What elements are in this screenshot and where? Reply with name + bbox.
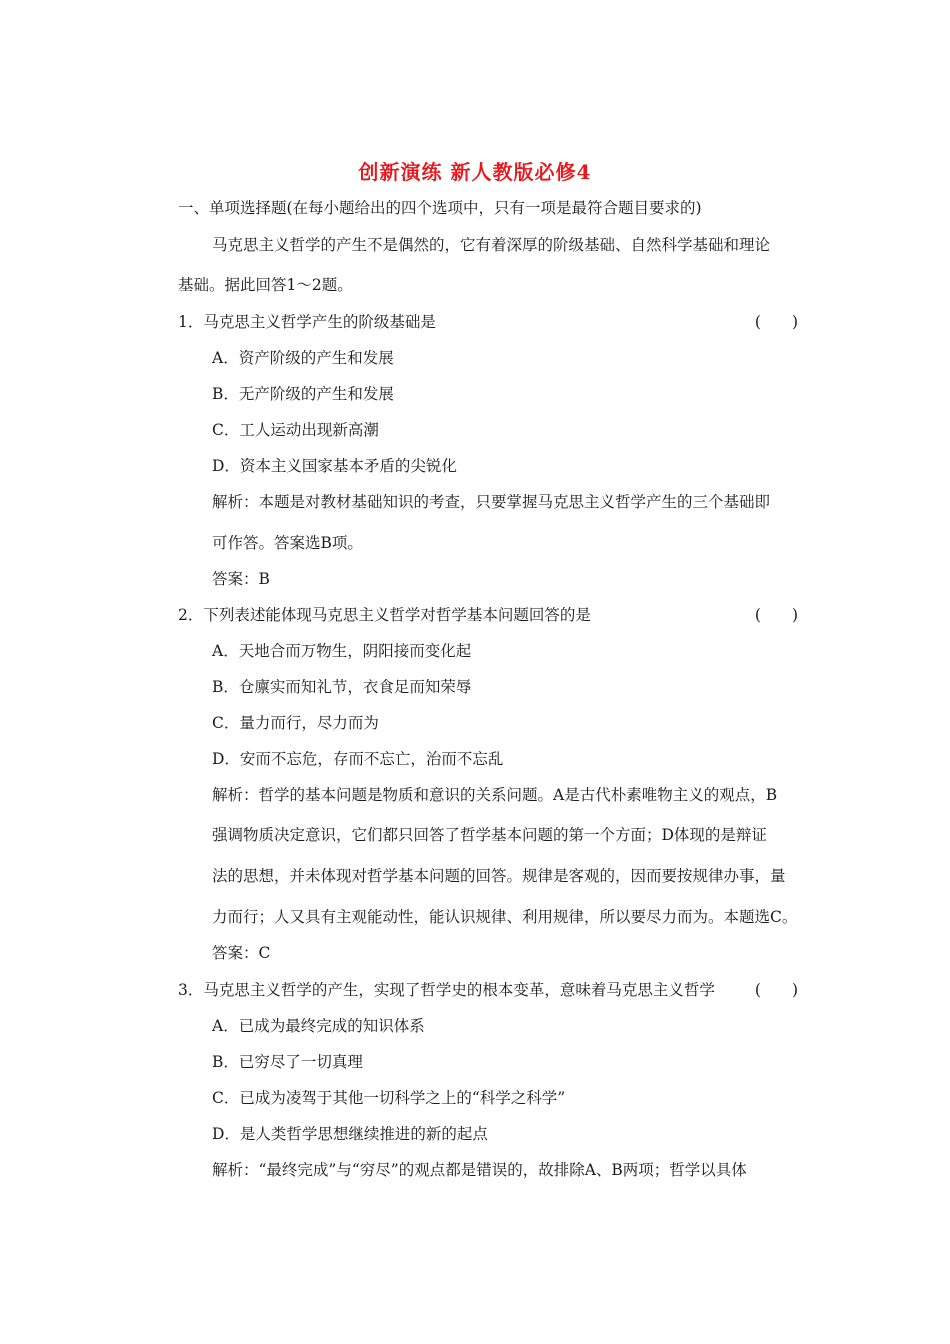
analysis-line: 解析：哲学的基本问题是物质和意识的关系问题。A是古代朴素唯物主义的观点，B (212, 786, 778, 804)
question-stem-text: 1．马克思主义哲学产生的阶级基础是 (178, 313, 436, 331)
option-a: A．已成为最终完成的知识体系 (212, 1017, 425, 1035)
answer-blank: ( ) (754, 606, 798, 624)
analysis-line: 解析：本题是对教材基础知识的考查，只要掌握马克思主义哲学产生的三个基础即 (212, 493, 771, 511)
intro-line: 基础。据此回答1～2题。 (178, 276, 353, 294)
question-stem-text: 2．下列表述能体现马克思主义哲学对哲学基本问题回答的是 (178, 606, 591, 624)
analysis-line: 力而行；人又具有主观能动性，能认识规律、利用规律，所以要尽力而为。本题选C。 (212, 908, 798, 926)
analysis-line: 法的思想，并未体现对哲学基本问题的回答。规律是客观的，因而要按规律办事，量 (212, 867, 786, 885)
answer-blank: ( ) (754, 981, 798, 999)
option-d: D．资本主义国家基本矛盾的尖锐化 (212, 457, 457, 475)
option-d: D．是人类哲学思想继续推进的新的起点 (212, 1125, 488, 1143)
analysis-line: 强调物质决定意识，它们都只回答了哲学基本问题的第一个方面；D体现的是辩证 (212, 826, 767, 844)
option-a: A．天地合而万物生，阴阳接而变化起 (212, 642, 472, 660)
document-title: 创新演练 新人教版必修4 (358, 160, 592, 184)
analysis-line: 可作答。答案选B项。 (212, 534, 363, 552)
option-b: B．仓廪实而知礼节，衣食足而知荣辱 (212, 678, 472, 696)
question-stem-text: 3．马克思主义哲学的产生，实现了哲学史的根本变革，意味着马克思主义哲学 (178, 981, 715, 999)
answer-blank: ( ) (754, 313, 798, 331)
answer-line: 答案：B (212, 570, 270, 588)
intro-line: 马克思主义哲学的产生不是偶然的，它有着深厚的阶级基础、自然科学基础和理论 (212, 236, 771, 254)
option-a: A．资产阶级的产生和发展 (212, 349, 394, 367)
section-heading: 一、单项选择题(在每小题给出的四个选项中，只有一项是最符合题目要求的) (178, 199, 702, 217)
analysis-line: 解析：“最终完成”与“穷尽”的观点都是错误的，故排除A、B两项；哲学以具体 (212, 1161, 747, 1179)
option-c: C．量力而行，尽力而为 (212, 714, 379, 732)
answer-line: 答案：C (212, 944, 271, 962)
option-c: C．已成为凌驾于其他一切科学之上的“科学之科学” (212, 1089, 566, 1107)
option-c: C．工人运动出现新高潮 (212, 421, 379, 439)
option-b: B．已穷尽了一切真理 (212, 1053, 363, 1071)
option-b: B．无产阶级的产生和发展 (212, 385, 394, 403)
option-d: D．安而不忘危，存而不忘亡，治而不忘乱 (212, 750, 504, 768)
